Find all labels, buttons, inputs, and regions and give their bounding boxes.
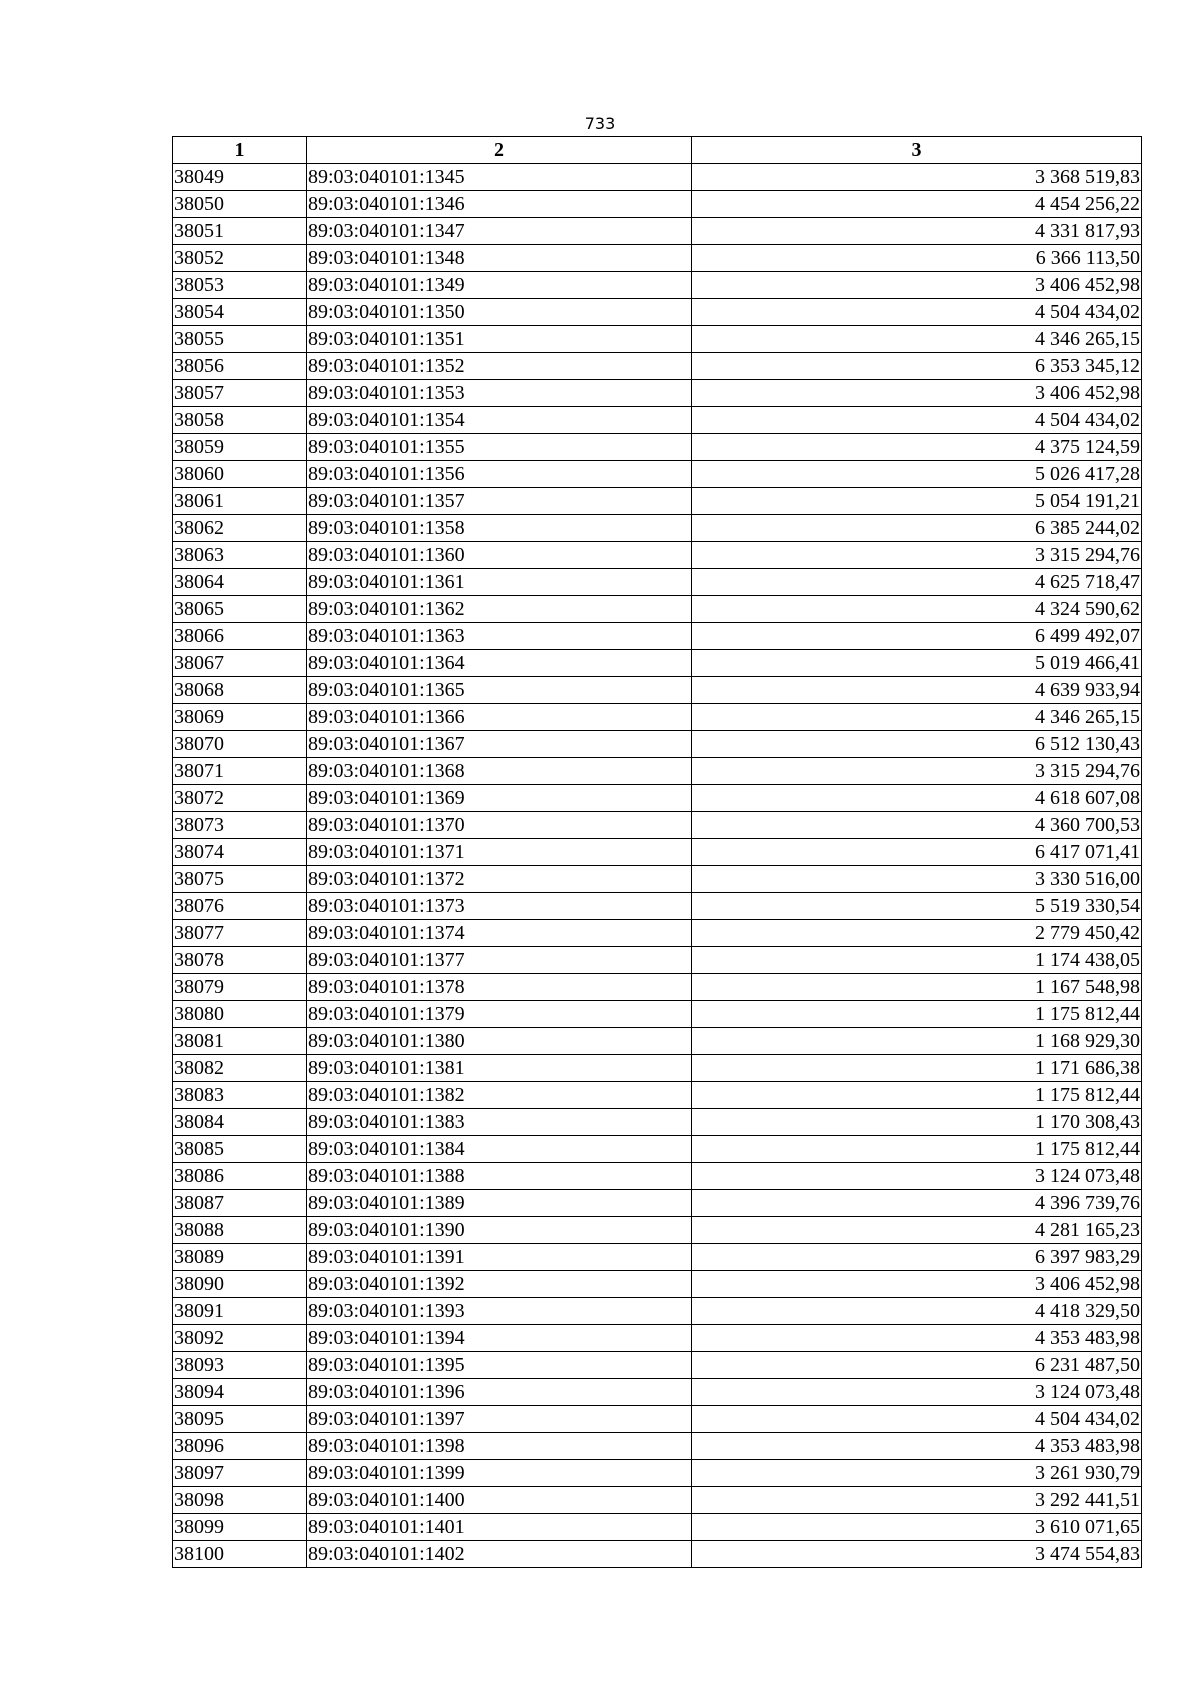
table-row [173, 1028, 1142, 1055]
cadastral-number-cell: 89:03:040101:1382 [307, 1082, 692, 1109]
cadastral-value-cell: 4 504 434,02 [692, 1406, 1142, 1433]
cadastral-value-cell: 6 231 487,50 [692, 1352, 1142, 1379]
cadastral-number-cell: 89:03:040101:1401 [307, 1514, 692, 1541]
cadastral-value-cell: 6 512 130,43 [692, 731, 1142, 758]
cadastral-number-cell: 89:03:040101:1378 [307, 974, 692, 1001]
row-number-cell: 38055 [173, 326, 307, 353]
column-header-2: 2 [307, 137, 692, 164]
cadastral-value-cell: 6 499 492,07 [692, 623, 1142, 650]
row-number-cell: 38080 [173, 1001, 307, 1028]
row-number-cell: 38049 [173, 164, 307, 191]
cadastral-number-cell: 89:03:040101:1348 [307, 245, 692, 272]
cadastral-value-cell: 4 360 700,53 [692, 812, 1142, 839]
cadastral-number-cell: 89:03:040101:1356 [307, 461, 692, 488]
table-row [173, 785, 1142, 812]
row-number-cell: 38078 [173, 947, 307, 974]
cadastral-value-cell: 4 281 165,23 [692, 1217, 1142, 1244]
cadastral-value-cell: 4 418 329,50 [692, 1298, 1142, 1325]
cadastral-value-cell: 4 396 739,76 [692, 1190, 1142, 1217]
table-row [173, 1244, 1142, 1271]
table-row [173, 650, 1142, 677]
row-number-cell: 38084 [173, 1109, 307, 1136]
cadastral-value-cell: 6 366 113,50 [692, 245, 1142, 272]
cadastral-number-cell: 89:03:040101:1393 [307, 1298, 692, 1325]
cadastral-value-cell: 4 353 483,98 [692, 1433, 1142, 1460]
cadastral-value-cell: 3 330 516,00 [692, 866, 1142, 893]
cadastral-value-cell: 3 406 452,98 [692, 1271, 1142, 1298]
cadastral-number-cell: 89:03:040101:1383 [307, 1109, 692, 1136]
cadastral-value-cell: 3 124 073,48 [692, 1379, 1142, 1406]
row-number-cell: 38095 [173, 1406, 307, 1433]
table-row [173, 839, 1142, 866]
table-row [173, 1352, 1142, 1379]
table-row [173, 461, 1142, 488]
row-number-cell: 38079 [173, 974, 307, 1001]
table-row [173, 542, 1142, 569]
cadastral-number-cell: 89:03:040101:1384 [307, 1136, 692, 1163]
table-row [173, 758, 1142, 785]
row-number-cell: 38057 [173, 380, 307, 407]
cadastral-number-cell: 89:03:040101:1377 [307, 947, 692, 974]
table-row [173, 1136, 1142, 1163]
cadastral-value-cell: 4 331 817,93 [692, 218, 1142, 245]
page-number: 733 [584, 114, 616, 133]
row-number-cell: 38070 [173, 731, 307, 758]
cadastral-number-cell: 89:03:040101:1350 [307, 299, 692, 326]
row-number-cell: 38052 [173, 245, 307, 272]
row-number-cell: 38059 [173, 434, 307, 461]
cadastral-number-cell: 89:03:040101:1391 [307, 1244, 692, 1271]
table-row [173, 488, 1142, 515]
cadastral-number-cell: 89:03:040101:1395 [307, 1352, 692, 1379]
cadastral-number-cell: 89:03:040101:1394 [307, 1325, 692, 1352]
cadastral-number-cell: 89:03:040101:1390 [307, 1217, 692, 1244]
row-number-cell: 38069 [173, 704, 307, 731]
row-number-cell: 38093 [173, 1352, 307, 1379]
cadastral-number-cell: 89:03:040101:1347 [307, 218, 692, 245]
row-number-cell: 38090 [173, 1271, 307, 1298]
row-number-cell: 38073 [173, 812, 307, 839]
cadastral-number-cell: 89:03:040101:1392 [307, 1271, 692, 1298]
cadastral-value-cell: 4 504 434,02 [692, 299, 1142, 326]
row-number-cell: 38074 [173, 839, 307, 866]
cadastral-value-cell: 6 417 071,41 [692, 839, 1142, 866]
cadastral-value-cell: 3 368 519,83 [692, 164, 1142, 191]
row-number-cell: 38068 [173, 677, 307, 704]
cadastral-value-cell: 4 375 124,59 [692, 434, 1142, 461]
row-number-cell: 38082 [173, 1055, 307, 1082]
row-number-cell: 38065 [173, 596, 307, 623]
table-row [173, 1541, 1142, 1568]
row-number-cell: 38077 [173, 920, 307, 947]
cadastral-value-cell: 5 054 191,21 [692, 488, 1142, 515]
cadastral-value-cell: 4 504 434,02 [692, 407, 1142, 434]
table-row [173, 866, 1142, 893]
cadastral-number-cell: 89:03:040101:1380 [307, 1028, 692, 1055]
cadastral-number-cell: 89:03:040101:1360 [307, 542, 692, 569]
cadastral-value-cell: 4 353 483,98 [692, 1325, 1142, 1352]
table-row [173, 1190, 1142, 1217]
row-number-cell: 38099 [173, 1514, 307, 1541]
cadastral-number-cell: 89:03:040101:1400 [307, 1487, 692, 1514]
table-row [173, 434, 1142, 461]
cadastral-value-cell: 6 397 983,29 [692, 1244, 1142, 1271]
cadastral-value-cell: 1 167 548,98 [692, 974, 1142, 1001]
cadastral-number-cell: 89:03:040101:1368 [307, 758, 692, 785]
row-number-cell: 38097 [173, 1460, 307, 1487]
table-row [173, 1379, 1142, 1406]
cadastral-number-cell: 89:03:040101:1353 [307, 380, 692, 407]
table-row [173, 1514, 1142, 1541]
row-number-cell: 38060 [173, 461, 307, 488]
cadastral-number-cell: 89:03:040101:1370 [307, 812, 692, 839]
cadastral-number-cell: 89:03:040101:1369 [307, 785, 692, 812]
table-row [173, 407, 1142, 434]
row-number-cell: 38096 [173, 1433, 307, 1460]
cadastral-number-cell: 89:03:040101:1379 [307, 1001, 692, 1028]
table-row [173, 164, 1142, 191]
table-row [173, 1406, 1142, 1433]
row-number-cell: 38085 [173, 1136, 307, 1163]
cadastral-value-cell: 4 618 607,08 [692, 785, 1142, 812]
cadastral-value-cell: 5 519 330,54 [692, 893, 1142, 920]
table-row [173, 704, 1142, 731]
cadastral-value-cell: 4 625 718,47 [692, 569, 1142, 596]
cadastral-number-cell: 89:03:040101:1357 [307, 488, 692, 515]
row-number-cell: 38053 [173, 272, 307, 299]
cadastral-number-cell: 89:03:040101:1402 [307, 1541, 692, 1568]
cadastral-number-cell: 89:03:040101:1346 [307, 191, 692, 218]
row-number-cell: 38076 [173, 893, 307, 920]
table-body [173, 164, 1142, 1568]
row-number-cell: 38064 [173, 569, 307, 596]
table-row [173, 596, 1142, 623]
row-number-cell: 38088 [173, 1217, 307, 1244]
table-row [173, 353, 1142, 380]
table-row [173, 974, 1142, 1001]
cadastral-number-cell: 89:03:040101:1371 [307, 839, 692, 866]
table-row [173, 1163, 1142, 1190]
table-row [173, 1001, 1142, 1028]
cadastral-value-cell: 3 474 554,83 [692, 1541, 1142, 1568]
row-number-cell: 38067 [173, 650, 307, 677]
cadastral-number-cell: 89:03:040101:1361 [307, 569, 692, 596]
table-row [173, 1217, 1142, 1244]
row-number-cell: 38100 [173, 1541, 307, 1568]
cadastral-value-cell: 4 454 256,22 [692, 191, 1142, 218]
cadastral-number-cell: 89:03:040101:1355 [307, 434, 692, 461]
cadastral-number-cell: 89:03:040101:1367 [307, 731, 692, 758]
cadastral-value-cell: 6 353 345,12 [692, 353, 1142, 380]
cadastral-number-cell: 89:03:040101:1372 [307, 866, 692, 893]
cadastral-number-cell: 89:03:040101:1351 [307, 326, 692, 353]
table-row [173, 1325, 1142, 1352]
row-number-cell: 38081 [173, 1028, 307, 1055]
cadastral-number-cell: 89:03:040101:1352 [307, 353, 692, 380]
table-row [173, 569, 1142, 596]
cadastral-value-cell: 3 261 930,79 [692, 1460, 1142, 1487]
row-number-cell: 38083 [173, 1082, 307, 1109]
table-row [173, 731, 1142, 758]
cadastral-number-cell: 89:03:040101:1373 [307, 893, 692, 920]
table-row [173, 272, 1142, 299]
cadastral-number-cell: 89:03:040101:1363 [307, 623, 692, 650]
table-row [173, 947, 1142, 974]
table-row [173, 920, 1142, 947]
row-number-cell: 38054 [173, 299, 307, 326]
cadastral-value-cell: 1 174 438,05 [692, 947, 1142, 974]
table-row [173, 191, 1142, 218]
column-header-3: 3 [692, 137, 1142, 164]
row-number-cell: 38063 [173, 542, 307, 569]
table-row [173, 1055, 1142, 1082]
row-number-cell: 38062 [173, 515, 307, 542]
cadastral-value-cell: 4 346 265,15 [692, 326, 1142, 353]
cadastral-number-cell: 89:03:040101:1349 [307, 272, 692, 299]
cadastral-value-cell: 1 170 308,43 [692, 1109, 1142, 1136]
row-number-cell: 38087 [173, 1190, 307, 1217]
cadastral-number-cell: 89:03:040101:1362 [307, 596, 692, 623]
cadastral-number-cell: 89:03:040101:1365 [307, 677, 692, 704]
cadastral-number-cell: 89:03:040101:1398 [307, 1433, 692, 1460]
cadastral-value-cell: 4 346 265,15 [692, 704, 1142, 731]
table-row [173, 812, 1142, 839]
cadastral-number-cell: 89:03:040101:1397 [307, 1406, 692, 1433]
cadastral-value-cell: 3 406 452,98 [692, 380, 1142, 407]
cadastral-number-cell: 89:03:040101:1354 [307, 407, 692, 434]
table-row [173, 1082, 1142, 1109]
table-row [173, 1487, 1142, 1514]
cadastral-value-cell: 5 019 466,41 [692, 650, 1142, 677]
cadastral-value-cell: 1 175 812,44 [692, 1136, 1142, 1163]
cadastral-value-cell: 3 610 071,65 [692, 1514, 1142, 1541]
table-row [173, 380, 1142, 407]
cadastral-number-cell: 89:03:040101:1396 [307, 1379, 692, 1406]
cadastral-value-cell: 5 026 417,28 [692, 461, 1142, 488]
row-number-cell: 38058 [173, 407, 307, 434]
cadastral-number-cell: 89:03:040101:1366 [307, 704, 692, 731]
row-number-cell: 38071 [173, 758, 307, 785]
cadastral-value-cell: 4 639 933,94 [692, 677, 1142, 704]
cadastral-value-table [172, 136, 1142, 1568]
cadastral-value-cell: 4 324 590,62 [692, 596, 1142, 623]
table-row [173, 1271, 1142, 1298]
row-number-cell: 38086 [173, 1163, 307, 1190]
row-number-cell: 38050 [173, 191, 307, 218]
row-number-cell: 38075 [173, 866, 307, 893]
table-row [173, 515, 1142, 542]
row-number-cell: 38066 [173, 623, 307, 650]
cadastral-value-cell: 3 124 073,48 [692, 1163, 1142, 1190]
cadastral-value-cell: 1 175 812,44 [692, 1082, 1142, 1109]
cadastral-value-cell: 3 315 294,76 [692, 758, 1142, 785]
table-row [173, 1433, 1142, 1460]
cadastral-value-cell: 6 385 244,02 [692, 515, 1142, 542]
row-number-cell: 38092 [173, 1325, 307, 1352]
row-number-cell: 38091 [173, 1298, 307, 1325]
cadastral-number-cell: 89:03:040101:1388 [307, 1163, 692, 1190]
cadastral-value-cell: 3 406 452,98 [692, 272, 1142, 299]
row-number-cell: 38098 [173, 1487, 307, 1514]
cadastral-number-cell: 89:03:040101:1389 [307, 1190, 692, 1217]
cadastral-number-cell: 89:03:040101:1381 [307, 1055, 692, 1082]
cadastral-value-cell: 3 292 441,51 [692, 1487, 1142, 1514]
table-row [173, 245, 1142, 272]
cadastral-number-cell: 89:03:040101:1345 [307, 164, 692, 191]
cadastral-value-cell: 1 171 686,38 [692, 1055, 1142, 1082]
table-header-row [173, 137, 1142, 164]
cadastral-number-cell: 89:03:040101:1358 [307, 515, 692, 542]
cadastral-value-cell: 2 779 450,42 [692, 920, 1142, 947]
table-row [173, 893, 1142, 920]
cadastral-value-cell: 3 315 294,76 [692, 542, 1142, 569]
cadastral-value-cell: 1 175 812,44 [692, 1001, 1142, 1028]
cadastral-number-cell: 89:03:040101:1399 [307, 1460, 692, 1487]
table-row [173, 218, 1142, 245]
table-row [173, 623, 1142, 650]
row-number-cell: 38051 [173, 218, 307, 245]
row-number-cell: 38056 [173, 353, 307, 380]
table-row [173, 1298, 1142, 1325]
column-header-1: 1 [173, 137, 307, 164]
row-number-cell: 38072 [173, 785, 307, 812]
table-row [173, 1460, 1142, 1487]
cadastral-number-cell: 89:03:040101:1374 [307, 920, 692, 947]
table-row [173, 326, 1142, 353]
table-row [173, 299, 1142, 326]
row-number-cell: 38061 [173, 488, 307, 515]
cadastral-number-cell: 89:03:040101:1364 [307, 650, 692, 677]
table-row [173, 677, 1142, 704]
cadastral-value-cell: 1 168 929,30 [692, 1028, 1142, 1055]
row-number-cell: 38094 [173, 1379, 307, 1406]
row-number-cell: 38089 [173, 1244, 307, 1271]
table-row [173, 1109, 1142, 1136]
